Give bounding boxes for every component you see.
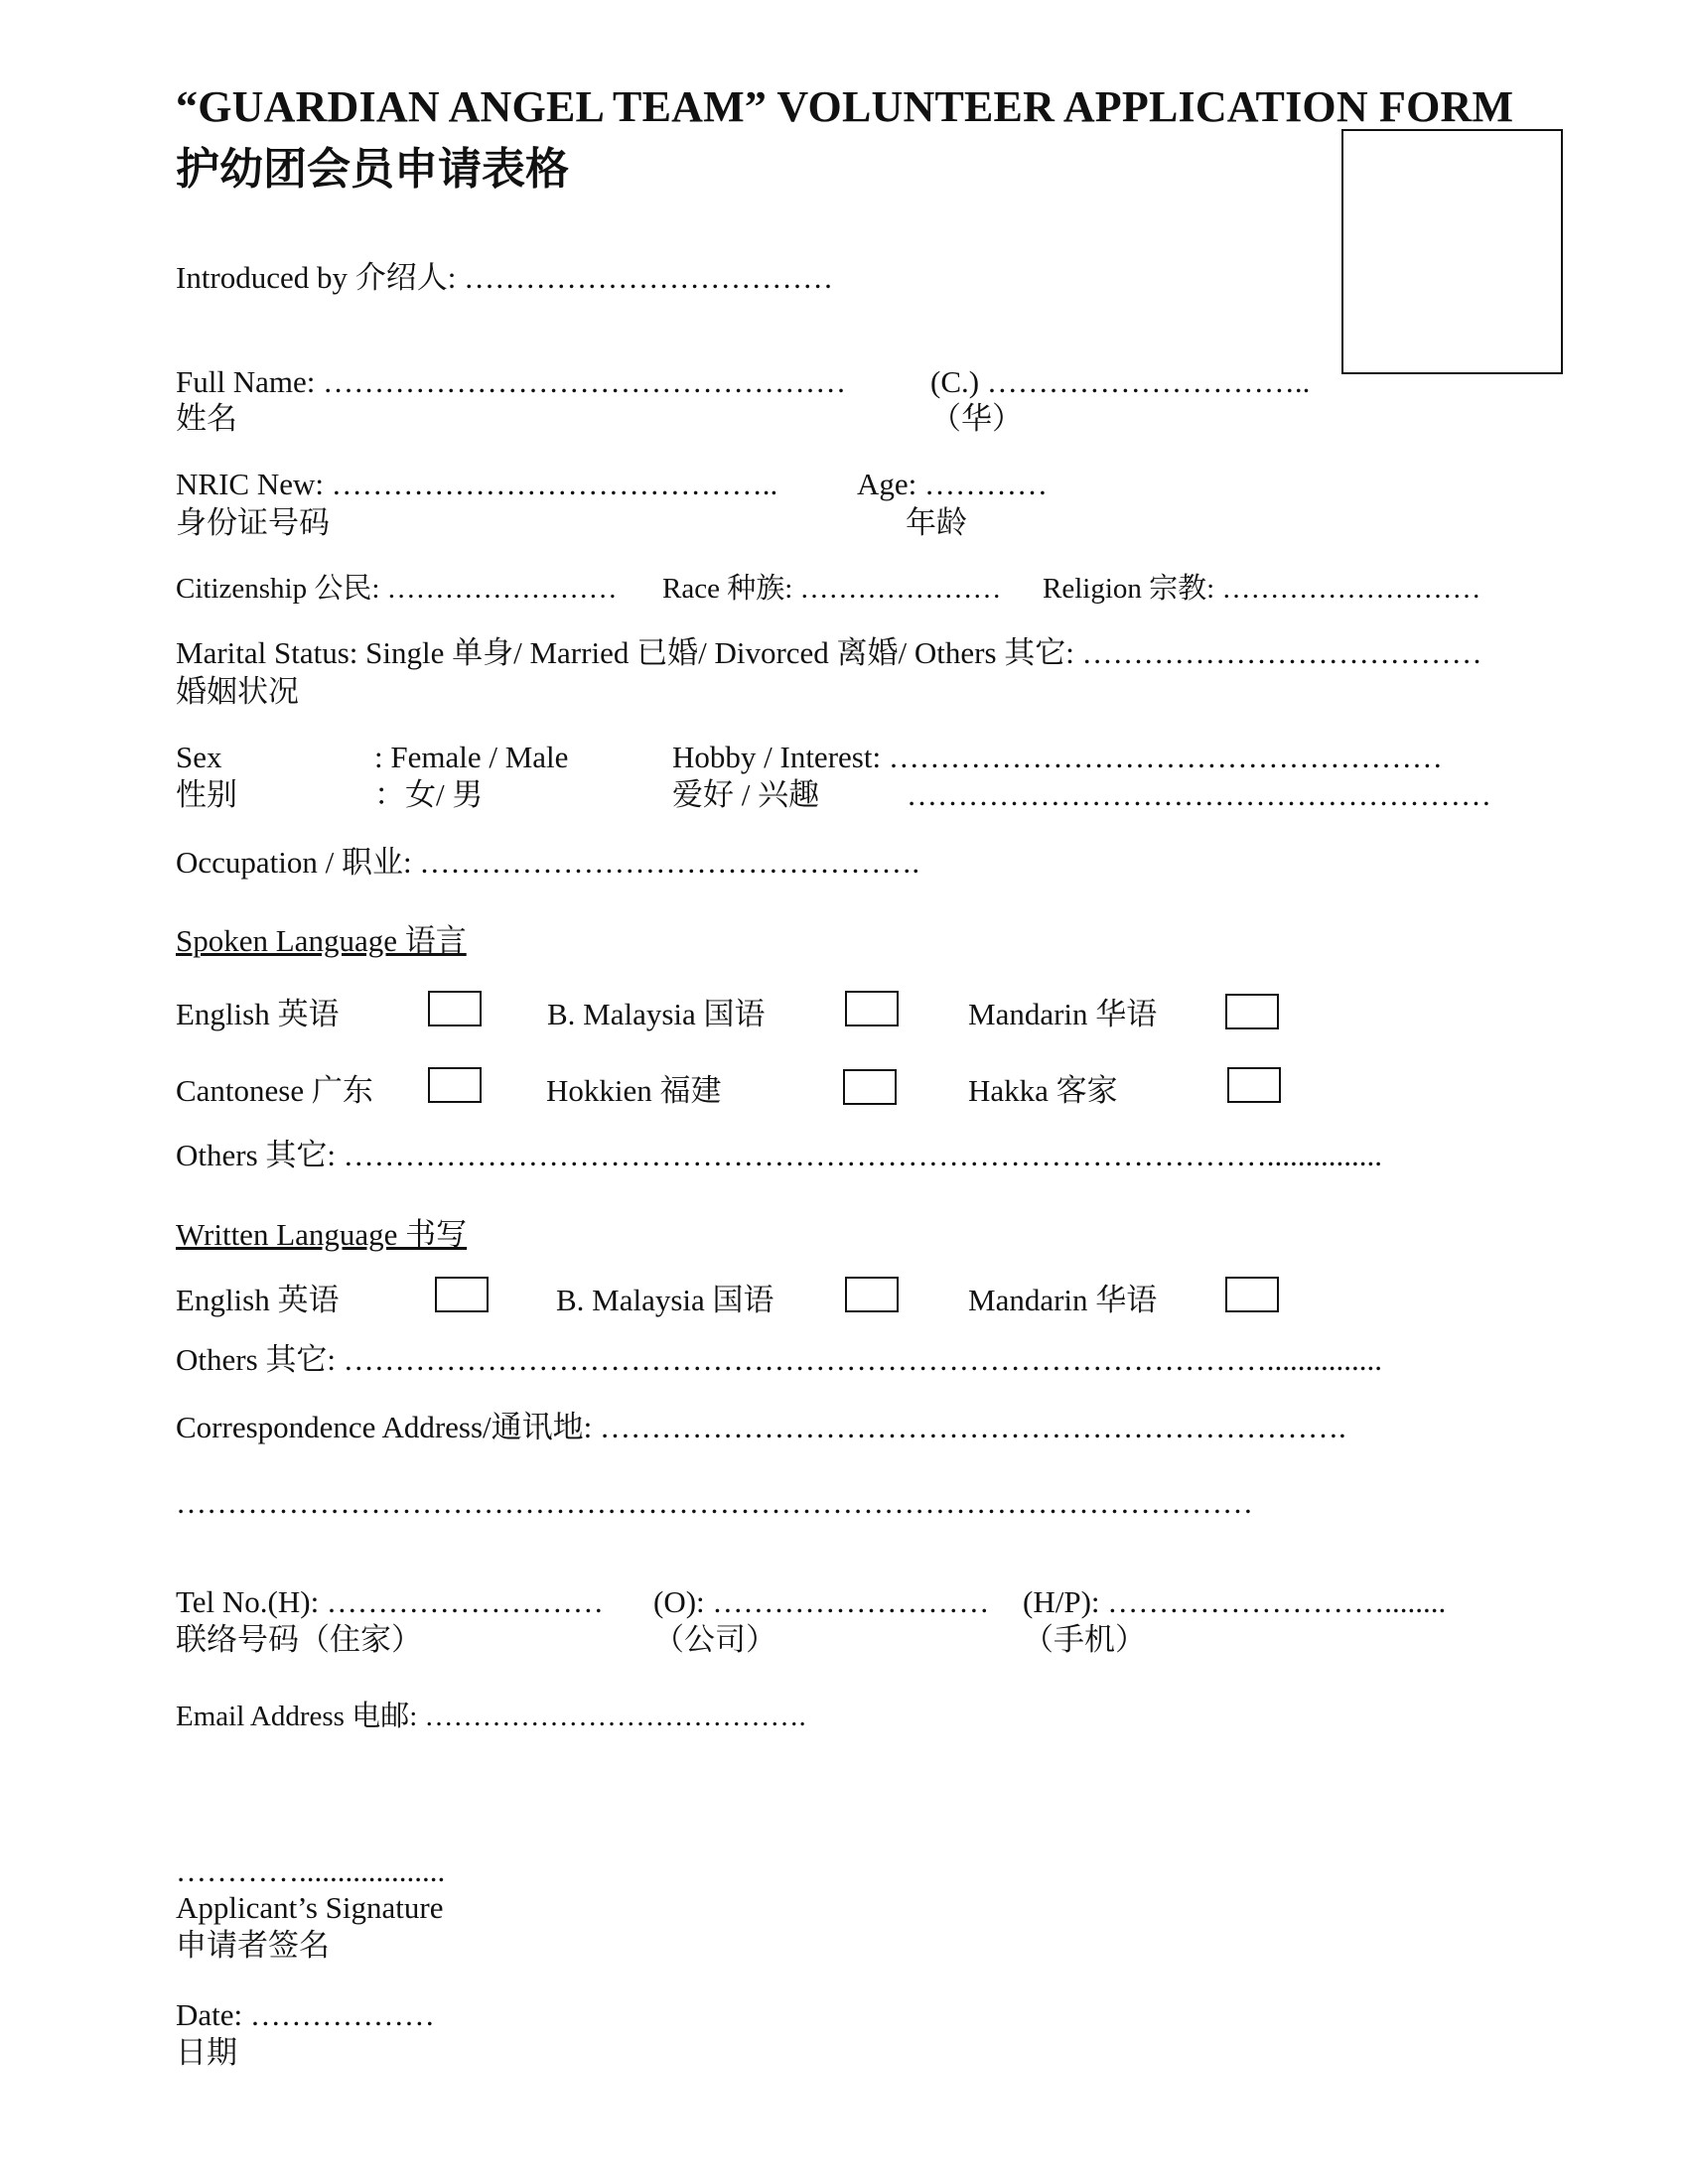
form-subtitle: 护幼团会员申请表格 [176, 145, 569, 194]
race-field[interactable]: Race 种族: ………………… [662, 573, 1002, 605]
written-english-label: English 英语 [176, 1283, 340, 1317]
age-cn-label: 年龄 [906, 505, 967, 540]
occupation-field[interactable]: Occupation / 职业: …………………………………………. [176, 845, 920, 880]
address-field[interactable]: Correspondence Address/通讯地: ………………………………………………………………. [176, 1410, 1346, 1444]
written-mandarin-label: Mandarin 华语 [968, 1283, 1158, 1317]
age-field[interactable]: Age: ………… [857, 467, 1049, 501]
religion-field[interactable]: Religion 宗教: ……………………… [1043, 573, 1481, 605]
full-name-field[interactable]: Full Name: …………………………………………… [176, 364, 847, 399]
marital-status-cn-label: 婚姻状况 [176, 674, 299, 709]
full-name-cn-label: 姓名 [176, 401, 237, 436]
address-field-line2[interactable]: …………………………………………………………………………………………… [176, 1485, 1253, 1520]
tel-home-cn-label: 联络号码（住家） [176, 1622, 422, 1657]
spoken-english-label: English 英语 [176, 997, 340, 1031]
tel-hp-cn-label: （手机） [1023, 1622, 1146, 1657]
spoken-mandarin-label: Mandarin 华语 [968, 997, 1158, 1031]
spoken-mandarin-checkbox[interactable] [1225, 994, 1279, 1029]
spoken-malay-checkbox[interactable] [845, 991, 899, 1026]
written-mandarin-checkbox[interactable] [1225, 1277, 1279, 1312]
email-field[interactable]: Email Address 电邮: …………………………………. [176, 1701, 806, 1732]
hobby-field[interactable]: Hobby / Interest: ……………………………………………… [672, 740, 1443, 774]
tel-hp-field[interactable]: (H/P): ………………………........ [1023, 1584, 1447, 1619]
spoken-cantonese-checkbox[interactable] [428, 1067, 482, 1103]
nric-field[interactable]: NRIC New: …………………………………….. [176, 467, 778, 501]
spoken-hokkien-checkbox[interactable] [843, 1069, 897, 1105]
written-malay-checkbox[interactable] [845, 1277, 899, 1312]
chinese-name-field[interactable]: (C.) ………………………….. [930, 364, 1311, 399]
hobby-cn-label: 爱好 / 兴趣 [672, 777, 820, 812]
sex-options[interactable]: : Female / Male [374, 740, 569, 774]
spoken-hakka-label: Hakka 客家 [968, 1073, 1118, 1108]
spoken-malay-label: B. Malaysia 国语 [547, 997, 766, 1031]
spoken-hakka-checkbox[interactable] [1227, 1067, 1281, 1103]
date-cn-label: 日期 [176, 2035, 237, 2070]
written-english-checkbox[interactable] [435, 1277, 489, 1312]
sex-options-cn[interactable]: ：女/ 男 [374, 777, 484, 812]
spoken-language-heading: Spoken Language 语言 [176, 923, 467, 958]
signature-line[interactable]: …………................... [176, 1853, 446, 1888]
tel-office-cn-label: （公司） [653, 1622, 776, 1657]
tel-home-field[interactable]: Tel No.(H): ……………………… [176, 1584, 604, 1619]
tel-office-field[interactable]: (O): ……………………… [653, 1584, 990, 1619]
signature-label: Applicant’s Signature [176, 1890, 444, 1925]
signature-cn-label: 申请者签名 [176, 1928, 330, 1963]
citizenship-field[interactable]: Citizenship 公民: …………………… [176, 573, 618, 605]
marital-status-field[interactable]: Marital Status: Single 单身/ Married 已婚/ Divorced 离婚/ Others 其它: ………………………………… [176, 635, 1482, 670]
hobby-field-line2[interactable]: ………………………………………………… [907, 777, 1491, 812]
spoken-english-checkbox[interactable] [428, 991, 482, 1026]
spoken-cantonese-label: Cantonese 广东 [176, 1073, 373, 1108]
form-title: “GUARDIAN ANGEL TEAM” VOLUNTEER APPLICATION FORM [176, 82, 1514, 131]
spoken-hokkien-label: Hokkien 福建 [546, 1073, 722, 1108]
sex-label: Sex [176, 740, 222, 774]
photo-box [1341, 129, 1563, 374]
written-malay-label: B. Malaysia 国语 [556, 1283, 774, 1317]
spoken-others-field[interactable]: Others 其它: ………………………………………………………………………………............... [176, 1138, 1383, 1172]
introduced-by-field[interactable]: Introduced by 介绍人: ……………………………… [176, 260, 834, 295]
sex-cn-label: 性别 [176, 777, 237, 812]
chinese-name-cn-label: （华） [930, 401, 1023, 436]
written-language-heading: Written Language 书写 [176, 1217, 468, 1252]
written-others-field[interactable]: Others 其它: ………………………………………………………………………………............... [176, 1342, 1383, 1377]
nric-cn-label: 身份证号码 [176, 505, 330, 540]
date-field[interactable]: Date: ……………… [176, 1997, 435, 2032]
